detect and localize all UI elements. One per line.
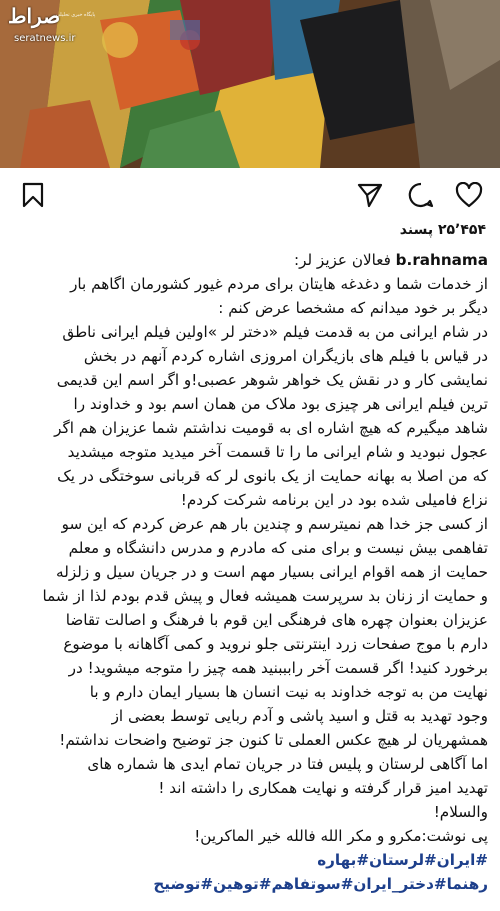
hashtags[interactable]: #ایران#لرستان#بهاره رهنما#دختر_ایران#سوتفاهم#توهین#توضیح xyxy=(153,851,488,893)
caption-line: در قیاس با فیلم های بازیگران امروزی اشاره کردم آنهم در بخش xyxy=(83,347,488,365)
bookmark-icon xyxy=(22,182,44,208)
send-icon xyxy=(357,182,383,208)
caption-line: برخورد کنید! اگر قسمت آخر رابببنید همه چیز را متوجه میشوید! در xyxy=(68,659,488,677)
caption-line: پی نوشت:مکرو و مکر الله فالله خیر الماکرین! xyxy=(194,827,488,845)
caption-line: شاهد میگیرم که هیچ اشاره ای به قومیت نداشتم شما عزیزان هم اگر xyxy=(54,419,488,437)
caption-line: حمایت از همه اقوام ایرانی بسیار مهم است و در جریان سیل و زلزله xyxy=(56,563,488,581)
post-photo xyxy=(0,0,500,168)
caption-line: نمایشی کار و در نقش یک خواهر شوهر عصبی!و اگر اسم این قدیمی xyxy=(56,371,488,389)
caption-line: ترین فیلم ایرانی هر چیزی بود ملاک من همان اسم بود و خداوند را xyxy=(73,395,488,413)
share-button[interactable] xyxy=(355,180,385,210)
comment-icon xyxy=(408,182,434,208)
caption-line: تفاهمی بیش نیست و برای منی که مادرم و مدرس دانشگاه و معلم xyxy=(68,539,488,557)
caption-line: وجود تهدید به قتل و اسید پاشی و آدم ربایی توسط بعضی از xyxy=(111,707,488,725)
caption-line: عزیزان بعنوان چهره های فرهنگی این قوم با فرهنگ و اصالت تقاضا xyxy=(65,611,488,629)
action-bar xyxy=(0,170,500,218)
caption-line: اما آگاهی لرستان و پلیس فتا در جریان تمام ایدی ها شماره های xyxy=(87,755,488,773)
watermark-logo: صراط xyxy=(8,4,61,28)
watermark xyxy=(8,6,106,46)
comment-button[interactable] xyxy=(406,180,436,210)
caption-text: فعالان عزیز لر: xyxy=(293,251,391,269)
caption-line: از کسی جز خدا هم نمیترسم و چندین بار هم عرض کردم که این سو xyxy=(61,515,488,533)
caption-line: در شام ایرانی من به قدمت فیلم «دختر لر »اولین فیلم ایرانی ناطق xyxy=(62,323,488,341)
caption-line: تهدید امیز قرار گرفته و نهایت همکاری را داشته اند ! xyxy=(158,779,488,797)
caption-line: دارم با موج صفحات زرد اینترنتی جلو نروید و کمی آگاهانه با موضوع xyxy=(63,635,488,653)
username-link[interactable]: b.rahnama xyxy=(395,251,488,269)
caption-line: نزاع فامیلی شده بود در این برنامه شرکت کردم! xyxy=(180,491,488,509)
caption-line-0 xyxy=(10,248,488,272)
caption-line: نهایت من به توجه خداوند به نیت انسان ها بسیار ایمان دارم و با xyxy=(89,683,488,701)
caption-line: والسلام! xyxy=(433,803,488,821)
watermark-tagline: پایگاه خبری تحلیلی xyxy=(56,12,96,18)
caption-line: عجول نبودید و شام ایرانی ما را تا قسمت آخر میدید متوجه میشدید xyxy=(67,443,488,461)
caption-line: و حمایت از زنان بد سرپرست همیشه فعال و پیش قدم بودم لذا از شما xyxy=(42,587,488,605)
caption-line: دیگر بر خود میدانم که مشخصا عرض کنم : xyxy=(218,299,488,317)
post-caption xyxy=(10,248,488,896)
caption-line: که من اصلا به بهانه حمایت از یک بانوی لر که قربانی سوختگی در یک xyxy=(57,467,488,485)
watermark-site: seratnews.ir xyxy=(14,33,76,44)
caption-line: از خدمات شما و دغدغه هایتان برای مردم غیور کشورمان اگاهم بار xyxy=(70,275,488,293)
caption-line: همشهریان لر هیچ عکس العملی تا کنون جز توضیح واضحات نداشتم! xyxy=(59,731,488,749)
likes-count[interactable]: ۲۵٬۴۵۴ پسند xyxy=(399,222,486,238)
save-button[interactable] xyxy=(18,180,48,210)
like-button[interactable] xyxy=(454,180,484,210)
heart-icon xyxy=(455,182,483,208)
